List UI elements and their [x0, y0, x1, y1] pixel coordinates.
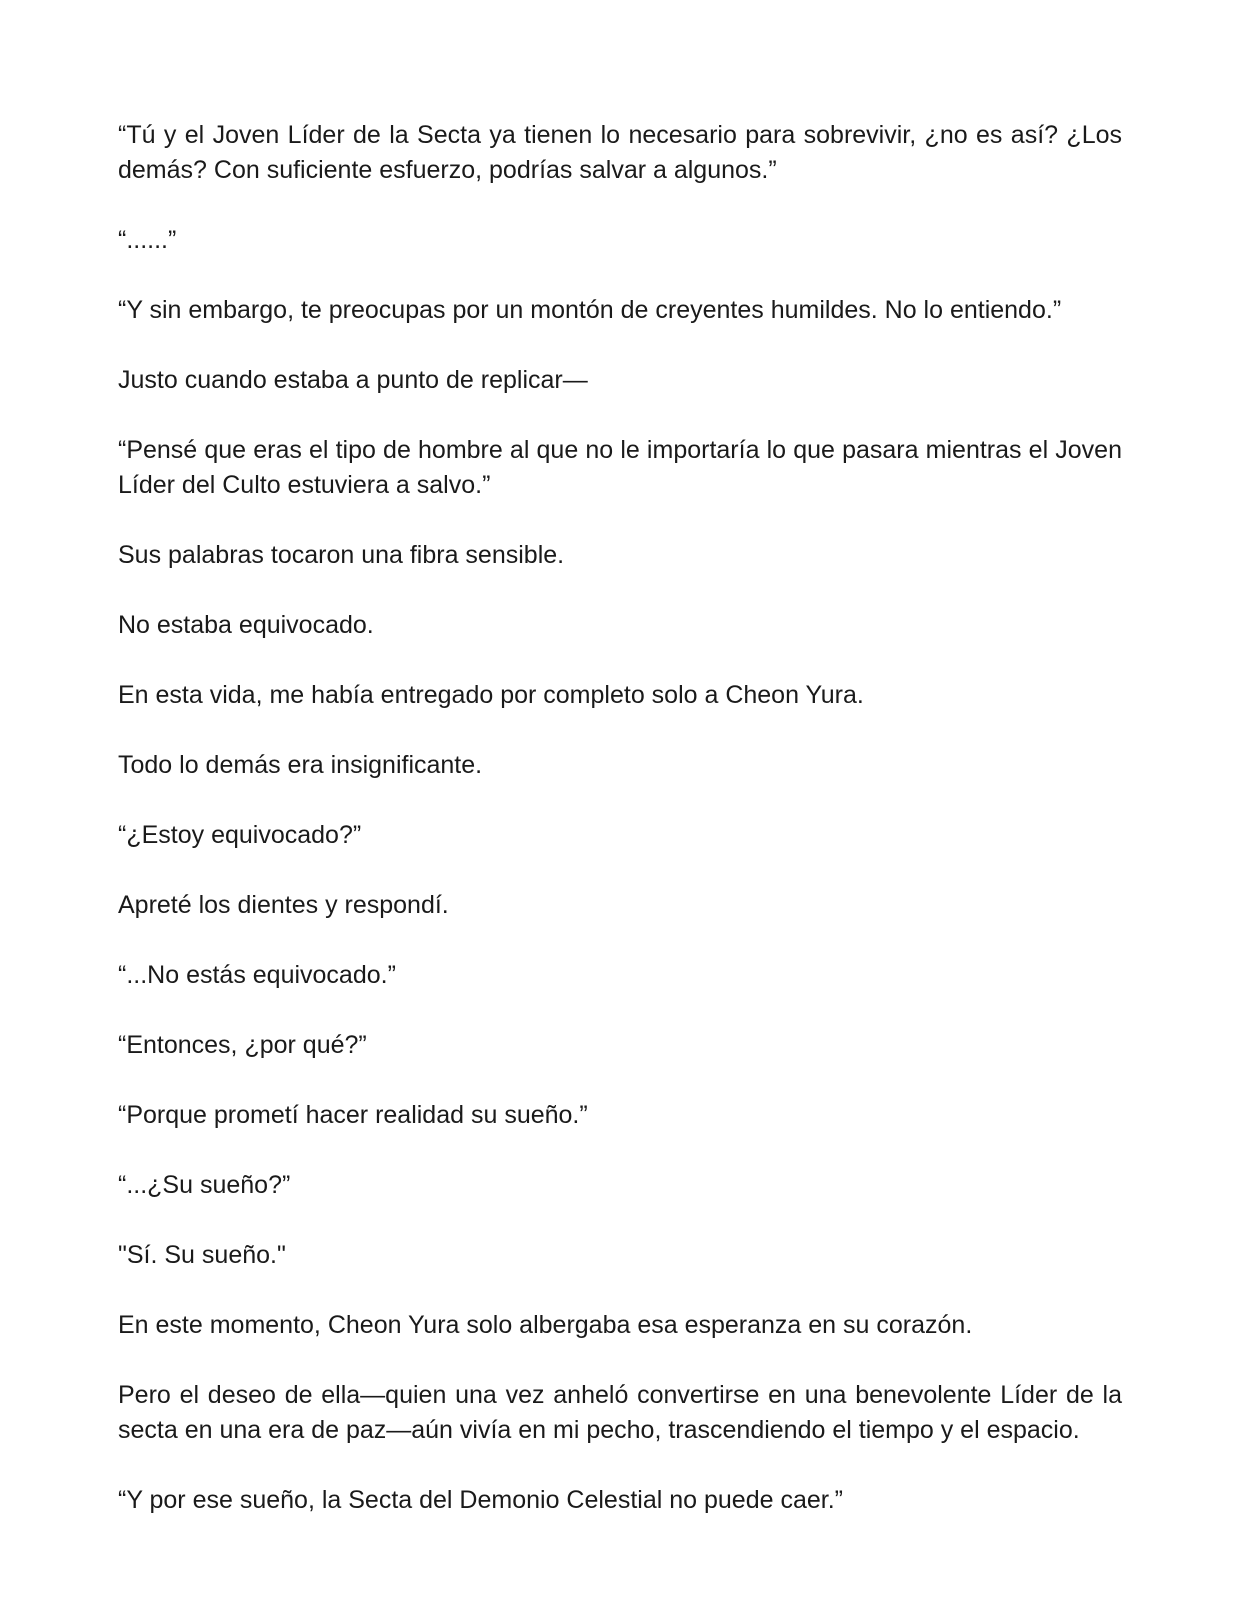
- paragraph: “¿Estoy equivocado?”: [118, 821, 362, 849]
- document-body: [118, 118, 1122, 1553]
- paragraph: “...¿Su sueño?”: [118, 1171, 291, 1199]
- paragraph: “Y sin embargo, te preocupas por un montón de creyentes humildes. No lo entiendo.”: [118, 296, 1062, 324]
- paragraph: Sus palabras tocaron una fibra sensible.: [118, 541, 565, 569]
- paragraph: En este momento, Cheon Yura solo albergaba esa esperanza en su corazón.: [118, 1311, 973, 1339]
- paragraph: “...No estás equivocado.”: [118, 961, 396, 989]
- paragraph: Todo lo demás era insignificante.: [118, 751, 483, 779]
- paragraph: En esta vida, me había entregado por completo solo a Cheon Yura.: [118, 681, 864, 709]
- paragraph: “Porque prometí hacer realidad su sueño.”: [118, 1101, 588, 1129]
- paragraph: “Entonces, ¿por qué?”: [118, 1031, 367, 1059]
- paragraph: Justo cuando estaba a punto de replicar—: [118, 366, 588, 394]
- paragraph: “......”: [118, 226, 177, 254]
- paragraph: Pero el deseo de ella—quien una vez anheló convertirse en una benevolente Líder de la secta en una era de paz—aún vivía en mi pecho, trascendiendo el tiempo y el espacio.: [118, 1381, 1122, 1444]
- paragraph: “Y por ese sueño, la Secta del Demonio Celestial no puede caer.”: [118, 1486, 843, 1514]
- paragraph: No estaba equivocado.: [118, 611, 374, 639]
- paragraph: “Tú y el Joven Líder de la Secta ya tienen lo necesario para sobrevivir, ¿no es así? ¿Los demás? Con suficiente esfuerzo, podrías salvar a algunos.”: [118, 121, 1122, 184]
- paragraph: "Sí. Su sueño.": [118, 1241, 286, 1269]
- paragraph: “Pensé que eras el tipo de hombre al que no le importaría lo que pasara mientras el Joven Líder del Culto estuviera a salvo.”: [118, 436, 1122, 499]
- paragraph: Apreté los dientes y respondí.: [118, 891, 449, 919]
